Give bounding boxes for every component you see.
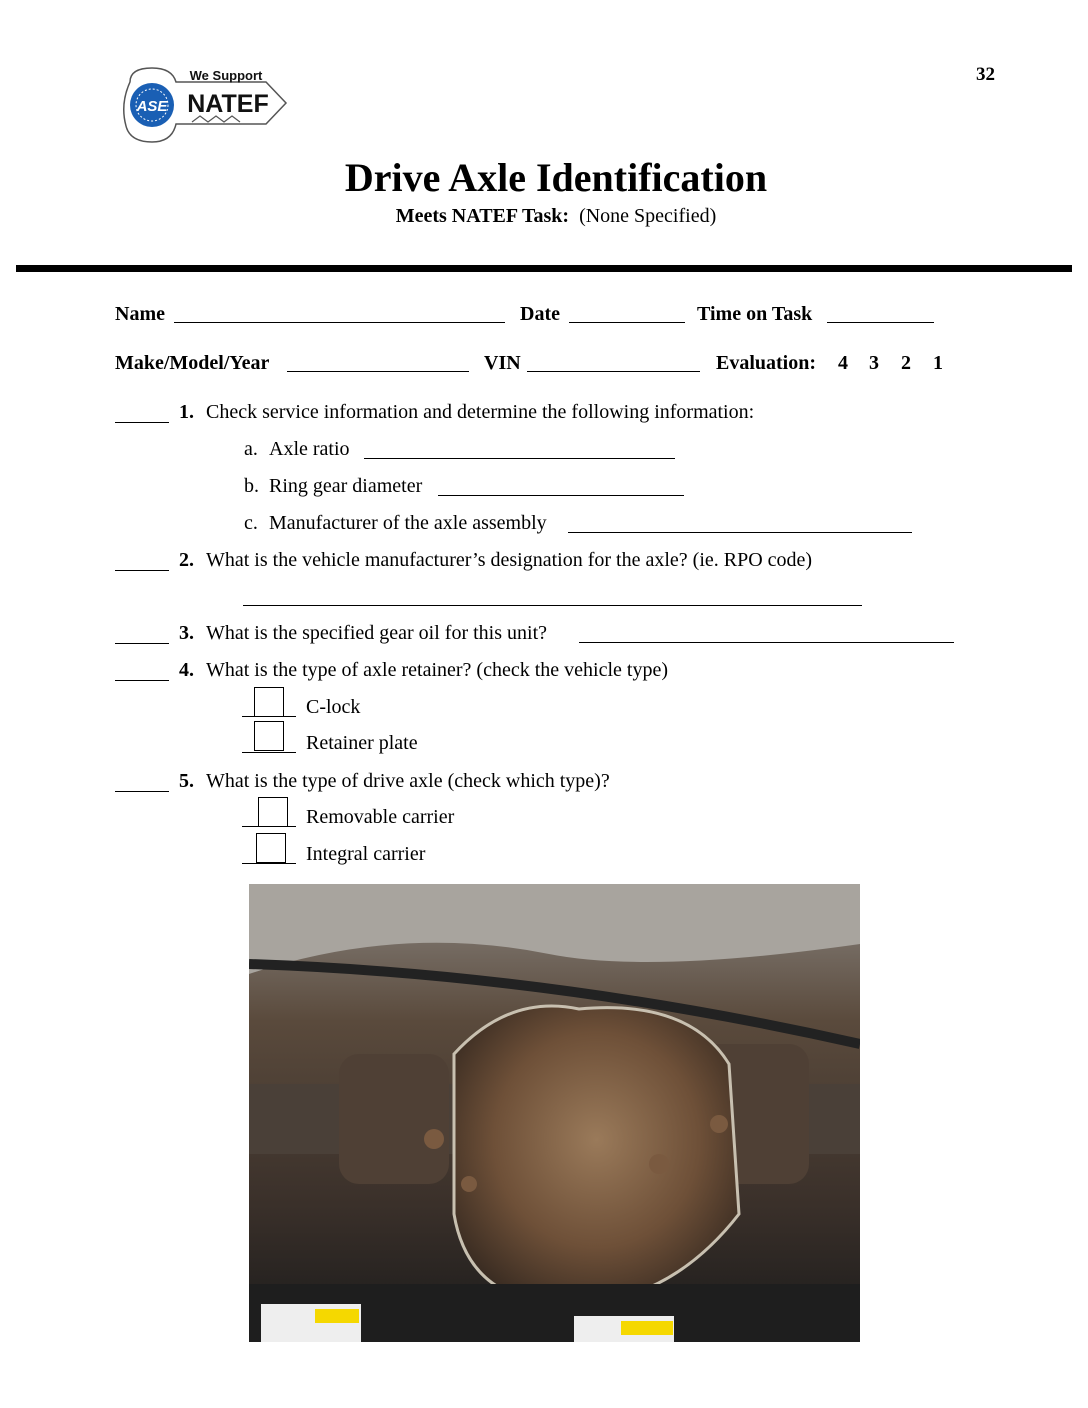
q5-text: What is the type of drive axle (check which type)? bbox=[206, 770, 610, 792]
q5-number: 5. bbox=[179, 770, 194, 792]
q1c-text: Manufacturer of the axle assembly bbox=[269, 512, 547, 534]
task-value: (None Specified) bbox=[579, 205, 717, 227]
page-title: Drive Axle Identification bbox=[344, 155, 768, 200]
vin-label: VIN bbox=[484, 352, 521, 374]
q1a-label: a. bbox=[244, 438, 258, 460]
q1b-text: Ring gear diameter bbox=[269, 475, 423, 497]
q1-text: Check service information and determine the following information: bbox=[206, 401, 755, 423]
manufacturer-field[interactable] bbox=[568, 532, 912, 533]
checkbox-underline bbox=[242, 752, 296, 753]
q1c-label: c. bbox=[244, 512, 258, 534]
axle-ratio-field[interactable] bbox=[364, 458, 675, 459]
evaluation-score-1[interactable]: 1 bbox=[933, 352, 943, 374]
retainer-plate-checkbox[interactable] bbox=[254, 721, 284, 751]
q2-number: 2. bbox=[179, 549, 194, 571]
date-label: Date bbox=[520, 303, 560, 325]
task-label: Meets NATEF Task: bbox=[395, 205, 570, 227]
evaluation-score-3[interactable]: 3 bbox=[869, 352, 879, 374]
make-model-year-field[interactable] bbox=[287, 371, 469, 372]
q3-number: 3. bbox=[179, 622, 194, 644]
make-model-year-label: Make/Model/Year bbox=[115, 352, 270, 374]
q4-score-blank[interactable] bbox=[115, 679, 169, 681]
q4-number: 4. bbox=[179, 659, 194, 681]
name-field[interactable] bbox=[174, 322, 505, 323]
svg-text:We Support: We Support bbox=[189, 68, 263, 83]
q5-score-blank[interactable] bbox=[115, 790, 169, 792]
q1-score-blank[interactable] bbox=[115, 421, 169, 423]
time-on-task-label: Time on Task bbox=[697, 303, 813, 325]
q1-number: 1. bbox=[179, 401, 194, 423]
gear-oil-field[interactable] bbox=[579, 642, 954, 643]
q1b-label: b. bbox=[244, 475, 259, 497]
vin-field[interactable] bbox=[527, 371, 700, 372]
evaluation-score-2[interactable]: 2 bbox=[901, 352, 911, 374]
c-lock-label: C-lock bbox=[306, 696, 361, 718]
page-number: 32 bbox=[976, 64, 995, 85]
q2-text: What is the vehicle manufacturer’s designation for the axle? (ie. RPO code) bbox=[206, 549, 813, 571]
svg-text:ASE: ASE bbox=[136, 98, 168, 115]
c-lock-checkbox[interactable] bbox=[254, 687, 284, 717]
integral-carrier-label: Integral carrier bbox=[306, 843, 426, 865]
ring-gear-diameter-field[interactable] bbox=[438, 495, 684, 496]
rpo-code-field[interactable] bbox=[243, 605, 862, 606]
divider-rule bbox=[16, 265, 1072, 272]
checkbox-underline bbox=[242, 863, 296, 864]
integral-carrier-checkbox[interactable] bbox=[256, 833, 286, 863]
removable-carrier-checkbox[interactable] bbox=[258, 797, 288, 827]
q1a-text: Axle ratio bbox=[269, 438, 350, 460]
q4-text: What is the type of axle retainer? (check the vehicle type) bbox=[206, 659, 668, 681]
key-logo-icon bbox=[116, 60, 292, 150]
time-on-task-field[interactable] bbox=[827, 322, 934, 323]
date-field[interactable] bbox=[569, 322, 685, 323]
q2-score-blank[interactable] bbox=[115, 569, 169, 571]
name-label: Name bbox=[115, 303, 165, 325]
evaluation-score-4[interactable]: 4 bbox=[838, 352, 848, 374]
q3-text: What is the specified gear oil for this unit? bbox=[206, 622, 548, 644]
drive-axle-photo bbox=[249, 884, 860, 1342]
natef-logo bbox=[116, 60, 292, 150]
evaluation-label: Evaluation: bbox=[716, 352, 817, 374]
retainer-plate-label: Retainer plate bbox=[306, 732, 418, 754]
task-subtitle bbox=[0, 204, 1088, 228]
differential-photo-image bbox=[249, 884, 860, 1342]
removable-carrier-label: Removable carrier bbox=[306, 806, 455, 828]
svg-text:NATEF: NATEF bbox=[187, 90, 269, 118]
q3-score-blank[interactable] bbox=[115, 642, 169, 644]
